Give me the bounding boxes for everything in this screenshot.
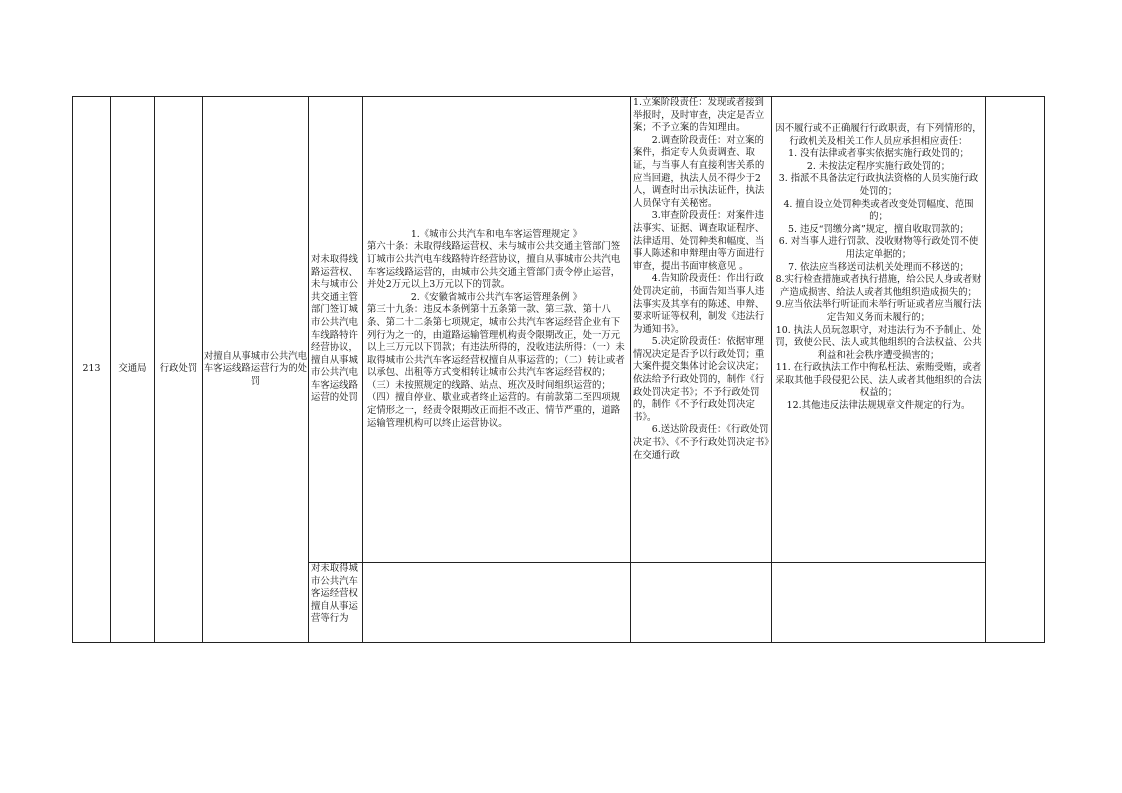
department: 交通局 [111,97,155,643]
accountability-item: 6. 对当事人进行罚款、没收财物等行政处罚不使用法定单据的； [778,236,979,260]
duty-item: 3.审查阶段责任：对案件违法事实、证据、调查取证程序、法律适用、处罚种类和幅度、当事人陈述和申辩理由等方面进行审查，提出书面审核意见 。 [633,210,765,272]
accountability-item: 11. 在行政执法工作中徇私枉法、索贿受贿，或者采取其他手段侵犯公民、法人或者其他组织的合法权益的； [775,362,982,399]
accountability-item: 8.实行检查措施或者执行措施，给公民人身或者财产造成损害、给法人或者其他组织造成损失的； [775,274,982,298]
duty-item: 5.决定阶段责任：依据审理情况决定是否予以行政处罚；重大案件提交集体讨论会议决定；依法给予行政处罚的，制作《行政处罚决定书》；不予行政处罚的，制作《不予行政处罚决定书》。 [633,336,765,423]
basis-title-1: 1.《城市公共汽车和电车客运管理规定 》 [410,228,583,240]
power-list-table [72,96,1045,643]
accountability-item: 7. 依法应当移送司法机关处理而不移送的； [788,261,969,273]
legal-basis [363,97,631,563]
duty-item: 6.送达阶段责任：《行政处罚决定书》、《不予行政处罚决定书》在交通行政 [633,424,769,461]
empty-cell [363,563,631,643]
remarks [986,97,1045,643]
accountability-intro: 因不履行或不正确履行行政职责，有下列情形的，行政机关及相关工作人员应承担相应责任： [775,123,982,147]
empty-cell [772,563,986,643]
accountability-item: 5. 违反“罚缴分离”规定，擅自收取罚款的； [788,223,969,235]
accountability-item: 12.其他违反法律法规规章文件规定的行为。 [786,400,971,412]
empty-cell [631,563,772,643]
sub-item-2: 对未取得城市公共汽车客运经营权擅自从事运营等行为 [309,563,363,643]
duty-item: 2.调查阶段责任：对立案的案件，指定专人负责调查、取证，与当事人有直接利害关系的应当回避，执法人员不得少于2人，调查时出示执法证件，执法人员保守有关秘密。 [633,134,765,209]
accountability-item: 4. 擅自设立处罚种类或者改变处罚幅度、范围的； [783,198,974,223]
item-number: 213 [73,97,111,643]
accountability-item: 3. 指派不具备法定行政执法资格的人员实施行政处罚的； [778,173,979,197]
accountability-item: 1. 没有法律或者事实依据实施行政处罚的； [788,148,969,160]
item-name: 对擅自从事城市公共汽电车客运线路运营行为的处罚 [203,97,309,643]
basis-clause-2: 第三十九条：违反本条例第十五条第一款、第三款、第十八条、第二十二条第七项规定，城市公共汽车客运经营企业有下列行为之一的，由道路运输管理机构责令限期改正，处一万元以上三万元以下罚款；有违法所得的，没收违法所得：（一）未取得城市公共汽车客运经营权擅自从事运营的；（二）转让或者以承包、出租等方式变相转让城市公共汽车客运经营权的；（三）未按照规定的线路、站点、班次及时间组织运营的；（四）擅自停业、歇业或者终止运营的。有前款第二至四项规定情形之一，经责令限期改正而拒不改正、情节严重的，道路运输管理机构可以终止运营协议。 [367,304,625,429]
table-row [73,97,1045,563]
accountability-item: 10. 执法人员玩忽职守，对违法行为不予制止、处罚，致使公民、法人或其他组织的合法权益、公共利益和社会秩序遭受损害的； [775,324,982,361]
accountability-item: 9.应当依法举行听证而未举行听证或者应当履行法定告知义务而未履行的； [775,299,982,323]
accountability-item: 2. 未按法定程序实施行政处罚的； [806,160,951,172]
power-type: 行政处罚 [155,97,203,643]
duty-item: 4.告知阶段责任：作出行政处罚决定前，书面告知当事人违法事实及其享有的陈述、申辩、要求听证等权利，制发《违法行为通知书》。 [633,273,765,335]
duty-item: 1.立案阶段责任：发现或者接到举报时，及时审查，决定是否立案；不予立案的告知理由。 [633,97,765,134]
basis-clause-1: 第六十条：未取得线路运营权、未与城市公共交通主管部门签订城市公共汽电车线路特许经营协议，擅自从事城市公共汽电车客运线路运营的，由城市公共交通主管部门责令停止运营，并处2万元以上3万元以下的罚款。 [367,241,621,291]
responsibility-duties [631,97,772,563]
basis-title-2: 2.《安徽省城市公共汽车客运管理条例 》 [410,291,583,303]
accountability [772,97,986,563]
sub-item-1: 对未取得线路运营权、未与城市公共交通主管部门签订城市公共汽电车线路特许经营协议，擅自从事城市公共汽电车客运线路运营的处罚 [309,97,363,563]
